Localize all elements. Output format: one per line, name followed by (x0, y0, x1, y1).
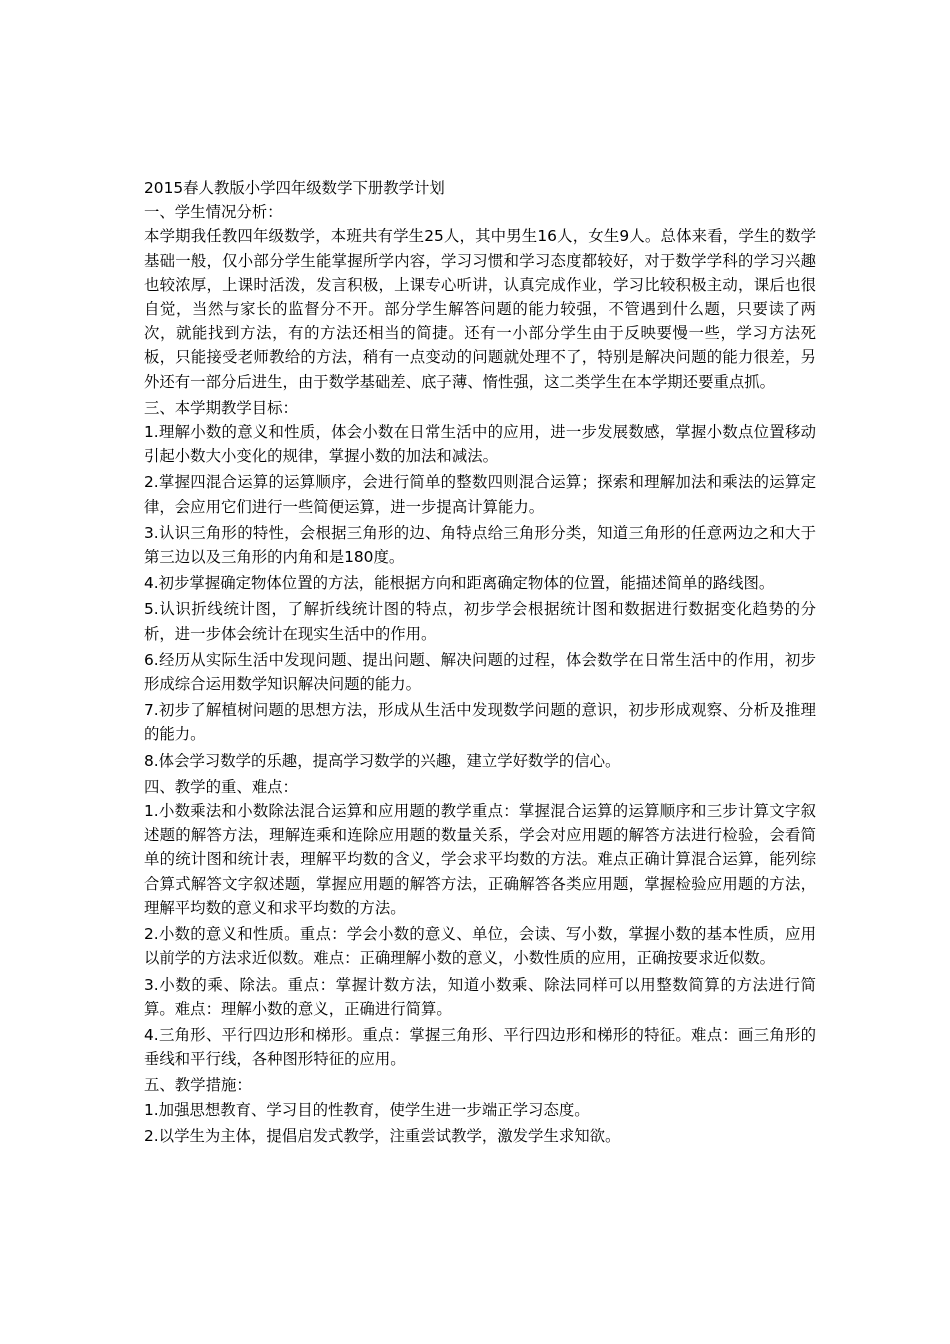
goal-item-6: 6.经历从实际生活中发现问题、提出问题、解决问题的过程，体会数学在日常生活中的作用，初步形成综合运用数学知识解决问题的能力。 (144, 650, 816, 694)
goal-item-4: 4.初步掌握确定物体位置的方法，能根据方向和距离确定物体的位置，能描述简单的路线图。 (144, 574, 775, 593)
section-heading-key-points: 四、教学的重、难点： (144, 777, 298, 796)
measure-item-2: 2.以学生为主体，提倡启发式教学，注重尝试教学，激发学生求知欲。 (144, 1126, 621, 1145)
goal-item-8: 8.体会学习数学的乐趣，提高学习数学的兴趣，建立学好数学的信心。 (144, 751, 621, 770)
paragraph-student-analysis: 本学期我任教四年级数学，本班共有学生25人，其中男生16人，女生9人。总体来看，学生的数学基础一般，仅小部分学生能掌握所学内容，学习习惯和学习态度都较好，对于数学学科的学习兴趣也较浓厚，上课时活泼，发言积极，上课专心听讲，认真完成作业，学习比较积极主动，课后也很自觉，当然与家长的监督分不开。部分学生解答问题的能力较强，不管遇到什么题，只要读了两次，就能找到方法，有的方法还相当的简捷。还有一小部分学生由于反映要慢一些，学习方法死板，只能接受老师教给的方法，稍有一点变动的问题就处理不了，特别是解决问题的能力很差，另外还有一部分后进生，由于数学基础差、底子薄、惰性强，这二类学生在本学期还要重点抓。 (144, 227, 816, 391)
key-point-item-3: 3.小数的乘、除法。重点：掌握计数方法，知道小数乘、除法同样可以用整数简算的方法进行简算。难点：理解小数的意义，正确进行简算。 (144, 975, 816, 1018)
goal-item-1: 1.理解小数的意义和性质，体会小数在日常生活中的应用，进一步发展数感，掌握小数点位置移动引起小数大小变化的规律，掌握小数的加法和减法。 (144, 423, 816, 466)
section-heading-teaching-goals: 三、本学期教学目标： (144, 398, 298, 417)
key-point-item-4: 4.三角形、平行四边形和梯形。重点：掌握三角形、平行四边形和梯形的特征。难点：画三角形的垂线和平行线，各种图形特征的应用。 (144, 1025, 816, 1069)
section-heading-teaching-measures: 五、教学措施： (144, 1076, 252, 1095)
key-point-item-2: 2.小数的意义和性质。重点：学会小数的意义、单位，会读、写小数，掌握小数的基本性质，应用以前学的方法求近似数。难点：正确理解小数的意义，小数性质的应用，正确按要求近似数。 (144, 925, 816, 968)
goal-item-2: 2.掌握四混合运算的运算顺序，会进行简单的整数四则混合运算；探索和理解加法和乘法的运算定律，会应用它们进行一些简便运算，进一步提高计算能力。 (144, 473, 816, 516)
goal-item-5: 5.认识折线统计图，了解折线统计图的特点，初步学会根据统计图和数据进行数据变化趋势的分析，进一步体会统计在现实生活中的作用。 (144, 600, 816, 643)
section-heading-student-analysis: 一、学生情况分析： (144, 203, 283, 222)
key-point-item-1: 1.小数乘法和小数除法混合运算和应用题的教学重点：掌握混合运算的运算顺序和三步计算文字叙述题的解答方法，理解连乘和连除应用题的数量关系，学会对应用题的解答方法进行检验，会看简单的统计图和统计表，理解平均数的含义，学会求平均数的方法。难点正确计算混合运算，能列综合算式解答文字叙述题，掌握应用题的解答方法，正确解答各类应用题，掌握检验应用题的方法，理解平均数的意义和求平均数的方法。 (144, 802, 816, 917)
document-title: 2015春人教版小学四年级数学下册教学计划 (144, 179, 445, 197)
goal-item-3: 3.认识三角形的特性，会根据三角形的边、角特点给三角形分类，知道三角形的任意两边之和大于第三边以及三角形的内角和是180度。 (144, 523, 816, 567)
goal-item-7: 7.初步了解植树问题的思想方法，形成从生活中发现数学问题的意识，初步形成观察、分析及推理的能力。 (144, 701, 816, 744)
measure-item-1: 1.加强思想教育、学习目的性教育，使学生进一步端正学习态度。 (144, 1100, 590, 1119)
document-page (144, 176, 816, 1150)
